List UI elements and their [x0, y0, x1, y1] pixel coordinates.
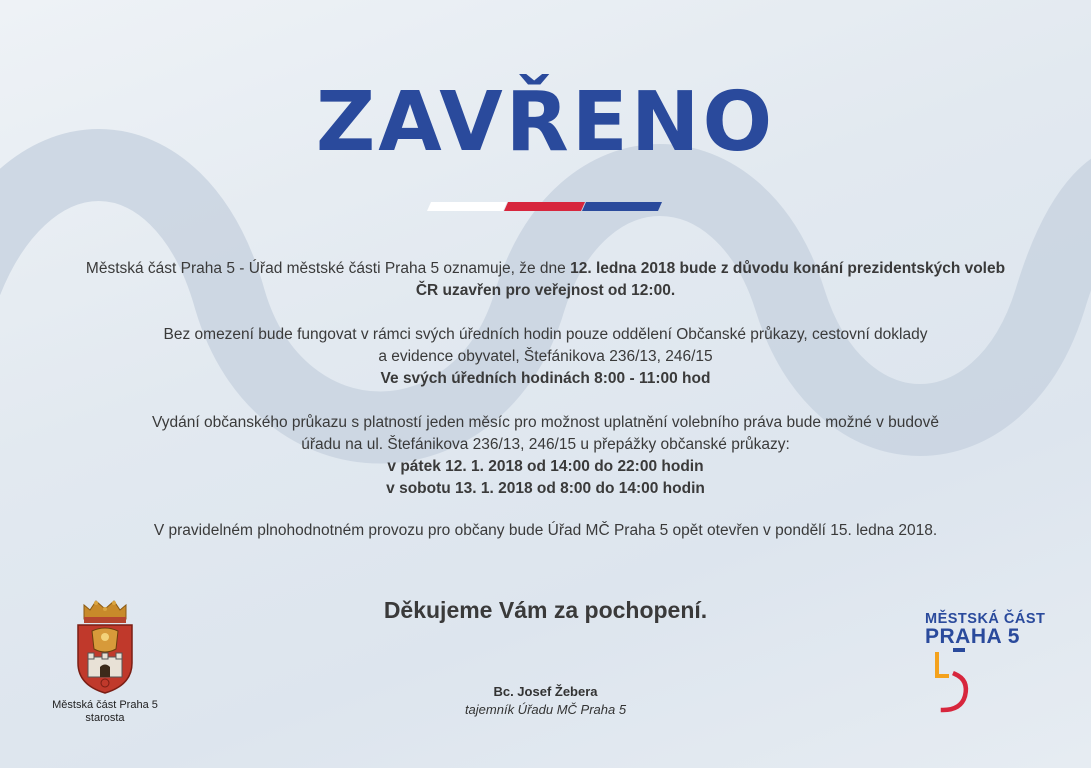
office-hours-paragraph: [80, 324, 1011, 390]
id-card-friday-text: v pátek 12. 1. 2018 od 14:00 do 22:00 hodin: [387, 458, 704, 475]
id-card-paragraph: [80, 412, 1011, 500]
thanks-message: Děkujeme Vám za pochopení.: [383, 597, 708, 623]
signer-name: Bc. Josef Žebera: [493, 684, 598, 699]
office-hours-line-2: a evidence obyvatel, Štefánikova 236/13, 246/15: [378, 348, 713, 365]
id-card-line-1: Vydání občanského průkazu s platností jeden měsíc pro možnost uplatnění volebního práva bude možné v budově: [152, 414, 939, 431]
tricolor-divider: [427, 202, 662, 211]
office-hours-time: [80, 368, 1011, 390]
praha-5-logo-mark-icon: [935, 648, 975, 718]
id-card-line-2: úřadu na ul. Štefánikova 236/13, 246/15 u přepážky občanské průkazy:: [301, 436, 790, 453]
crest-caption-line-2: starosta: [85, 712, 125, 724]
praha-5-coat-of-arms-icon: [70, 597, 140, 695]
id-card-friday: [80, 456, 1011, 478]
crest-caption: [40, 699, 170, 725]
logo-line-2: PRAHA 5: [925, 625, 1020, 648]
id-card-saturday-text: v sobotu 13. 1. 2018 od 8:00 do 14:00 hodin: [386, 480, 705, 497]
office-hours-line-1: Bez omezení bude fungovat v rámci svých úředních hodin pouze oddělení Občanské průkazy, cestovní doklady: [163, 326, 928, 343]
announcement-text: Městská část Praha 5 - Úřad městské části Praha 5 oznamuje, že dne: [85, 260, 571, 277]
crest-caption-line-1: Městská část Praha 5: [52, 699, 158, 711]
announcement-paragraph: [80, 258, 1011, 302]
announcement-highlight: 12. ledna 2018 bude z důvodu konání prezidentských voleb ČR uzavřen pro veřejnost od 12:00.: [415, 260, 1006, 299]
reopening-paragraph: V pravidelném plnohodnotném provozu pro občany bude Úřad MČ Praha 5 opět otevřen v pondělí 15. ledna 2018.: [153, 522, 938, 539]
praha-5-logo: [925, 612, 1055, 722]
signer-role: tajemník Úřadu MČ Praha 5: [464, 702, 627, 717]
logo-line-1: MĚSTSKÁ ČÁST: [925, 611, 1046, 627]
office-hours-time-text: Ve svých úředních hodinách 8:00 - 11:00 hod: [380, 370, 711, 387]
id-card-saturday: [80, 478, 1011, 500]
page-title: ZAVŘENO: [315, 75, 776, 170]
